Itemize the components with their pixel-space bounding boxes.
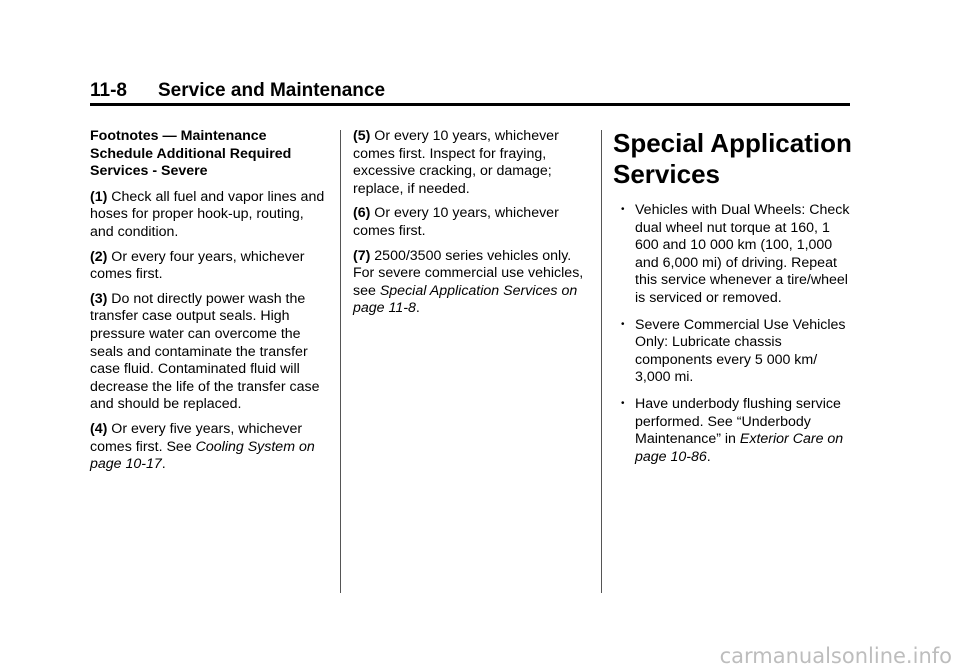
column-2: [353, 128, 585, 325]
footnote-number: (5): [353, 128, 371, 144]
cross-reference-link[interactable]: Special Application Services on page 11-8: [353, 282, 578, 317]
footnote-4: [90, 421, 330, 474]
list-item-text: Severe Commercial Use Vehicles Only: Lubricate chassis components every 5 000 km/ 3,000 mi.: [635, 316, 846, 386]
footnote-text: Or every 10 years, whichever comes first. Inspect for fraying, excessive cracking, or damage; replace, if needed.: [353, 128, 559, 197]
header-rule: [90, 103, 850, 106]
list-item: [613, 396, 855, 466]
footnote-text-end: .: [415, 300, 420, 317]
bullet-icon: •: [621, 204, 625, 215]
footnote-6: [353, 205, 585, 240]
list-item-text: Have underbody flushing service performed. See “Underbody Maintenance” in: [635, 395, 841, 448]
section-title: Special Application Services: [613, 128, 852, 189]
footnote-number: (6): [353, 205, 371, 222]
cross-reference-link[interactable]: Cooling System on page 10-17: [90, 438, 315, 473]
chapter-title: Service and Maintenance: [158, 80, 386, 101]
column-3: [613, 128, 855, 475]
bullet-icon: •: [621, 397, 625, 409]
footnote-text: Do not directly power wash the transfer case output seals. High pressure water can overcome the seals and contaminate the transfer case fluid. Contaminated fluid will decrease the life of the transfer case and should be replaced.: [90, 290, 320, 413]
bullet-list: [613, 202, 855, 466]
footnote-number: (2): [90, 248, 108, 265]
page-header: [90, 80, 385, 102]
footnote-text: Or every five years, whichever comes first. See: [90, 420, 303, 455]
column-divider-1: [340, 130, 341, 593]
column-divider-2: [601, 130, 602, 593]
list-item-text: Vehicles with Dual Wheels: Check dual wheel nut torque at 160, 1 600 and 10 000 km (100, 1,000 and 6,000 mi) of driving. Repeat this service whenever a tire/wheel is serviced or removed.: [635, 202, 850, 306]
cross-reference-link[interactable]: Exterior Care on page 10-86: [635, 431, 844, 465]
footnote-number: (7): [353, 247, 371, 264]
footnote-text: Or every 10 years, whichever comes first.: [353, 205, 559, 239]
footnote-number: (4): [90, 420, 108, 437]
footnote-number: (3): [90, 290, 108, 307]
footnote-3: [90, 291, 330, 414]
footnote-text: Check all fuel and vapor lines and hoses for proper hook-up, routing, and condition.: [90, 188, 325, 240]
footnotes-subheading: Footnotes — Maintenance Schedule Additional Required Services - Severe: [90, 128, 292, 180]
watermark: carmanualsonline.info: [719, 644, 952, 668]
footnote-2: [90, 249, 330, 284]
footnote-text: Or every four years, whichever comes first.: [90, 248, 305, 283]
bullet-icon: •: [621, 318, 625, 330]
footnote-text: 2500/3500 series vehicles only. For severe commercial use vehicles, see: [353, 247, 584, 299]
footnote-number: (1): [90, 188, 108, 205]
footnote-7: [353, 248, 585, 318]
list-item: [613, 317, 855, 387]
footnote-text-end: .: [161, 456, 166, 473]
footnote-5: [353, 128, 585, 198]
list-item-text-end: .: [706, 448, 711, 465]
page-number: 11-8: [90, 80, 127, 101]
column-1: [90, 128, 330, 481]
list-item: [613, 202, 855, 308]
footnote-1: [90, 189, 330, 242]
